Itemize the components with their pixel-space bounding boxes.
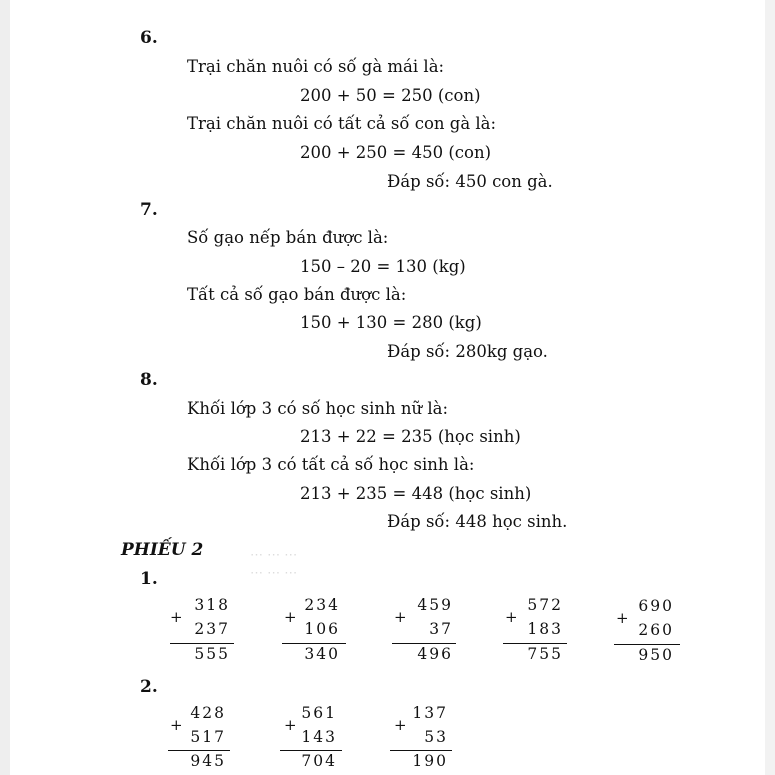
plus-sign: + [170,716,183,734]
exercise-2-number: 2. [140,677,158,697]
problem-7-equation-2: 150 + 130 = 280 (kg) [300,313,482,332]
plus-sign: + [394,608,407,626]
exercise-1-number: 1. [140,569,158,589]
sum-result: 555 [194,645,230,663]
addend-bottom: 106 [304,620,340,638]
sum-result: 704 [301,752,337,770]
problem-6-equation-2: 200 + 250 = 450 (con) [300,143,492,162]
plus-sign: + [284,716,297,734]
addend-bottom: 237 [194,620,230,638]
plus-sign: + [284,608,297,626]
problem-7-statement-2: Tất cả số gạo bán được là: [187,285,407,304]
page-edge-left [0,0,10,775]
problem-6-equation-1: 200 + 50 = 250 (con) [300,86,481,105]
sum-line [170,643,234,644]
problem-7-number: 7. [140,200,158,220]
addend-top: 459 [417,596,453,614]
addend-top: 137 [412,704,448,722]
problem-7-equation-1: 150 – 20 = 130 (kg) [300,257,466,276]
sum-result: 340 [304,645,340,663]
sum-line [614,644,680,645]
bleed-through-mark: ⋯ ⋯ ⋯ [250,566,298,581]
addend-bottom: 143 [301,728,337,746]
bleed-through-mark: ⋯ ⋯ ⋯ [250,548,298,563]
sum-line [392,643,456,644]
addend-top: 234 [304,596,340,614]
addend-bottom: 53 [424,728,448,746]
plus-sign: + [616,609,629,627]
plus-sign: + [394,716,407,734]
addend-bottom: 37 [429,620,453,638]
problem-8-equation-1: 213 + 22 = 235 (học sinh) [300,427,521,446]
sum-line [280,750,342,751]
sum-result: 496 [417,645,453,663]
addend-top: 561 [301,704,337,722]
problem-6-statement-2: Trại chăn nuôi có tất cả số con gà là: [187,114,497,133]
sum-line [168,750,230,751]
problem-6-statement-1: Trại chăn nuôi có số gà mái là: [187,57,445,76]
addend-top: 428 [190,704,226,722]
addend-top: 572 [527,596,563,614]
problem-7-statement-1: Số gạo nếp bán được là: [187,228,389,247]
addend-bottom: 260 [638,621,674,639]
plus-sign: + [505,608,518,626]
sum-line [390,750,452,751]
addend-top: 690 [638,597,674,615]
addend-bottom: 517 [190,728,226,746]
sum-result: 945 [190,752,226,770]
plus-sign: + [170,608,183,626]
problem-7-answer: Đáp số: 280kg gạo. [387,342,548,361]
problem-6-answer: Đáp số: 450 con gà. [387,172,553,191]
page-edge-right [765,0,775,775]
sum-line [503,643,567,644]
problem-8-statement-1: Khối lớp 3 có số học sinh nữ là: [187,399,449,418]
problem-8-number: 8. [140,370,158,390]
sum-result: 755 [527,645,563,663]
section-heading: PHIẾU 2 [121,540,204,560]
problem-6-number: 6. [140,28,158,48]
sum-line [282,643,346,644]
problem-8-statement-2: Khối lớp 3 có tất cả số học sinh là: [187,455,475,474]
addend-top: 318 [194,596,230,614]
problem-8-equation-2: 213 + 235 = 448 (học sinh) [300,484,532,503]
addend-bottom: 183 [527,620,563,638]
sum-result: 950 [638,646,674,664]
sum-result: 190 [412,752,448,770]
problem-8-answer: Đáp số: 448 học sinh. [387,512,568,531]
